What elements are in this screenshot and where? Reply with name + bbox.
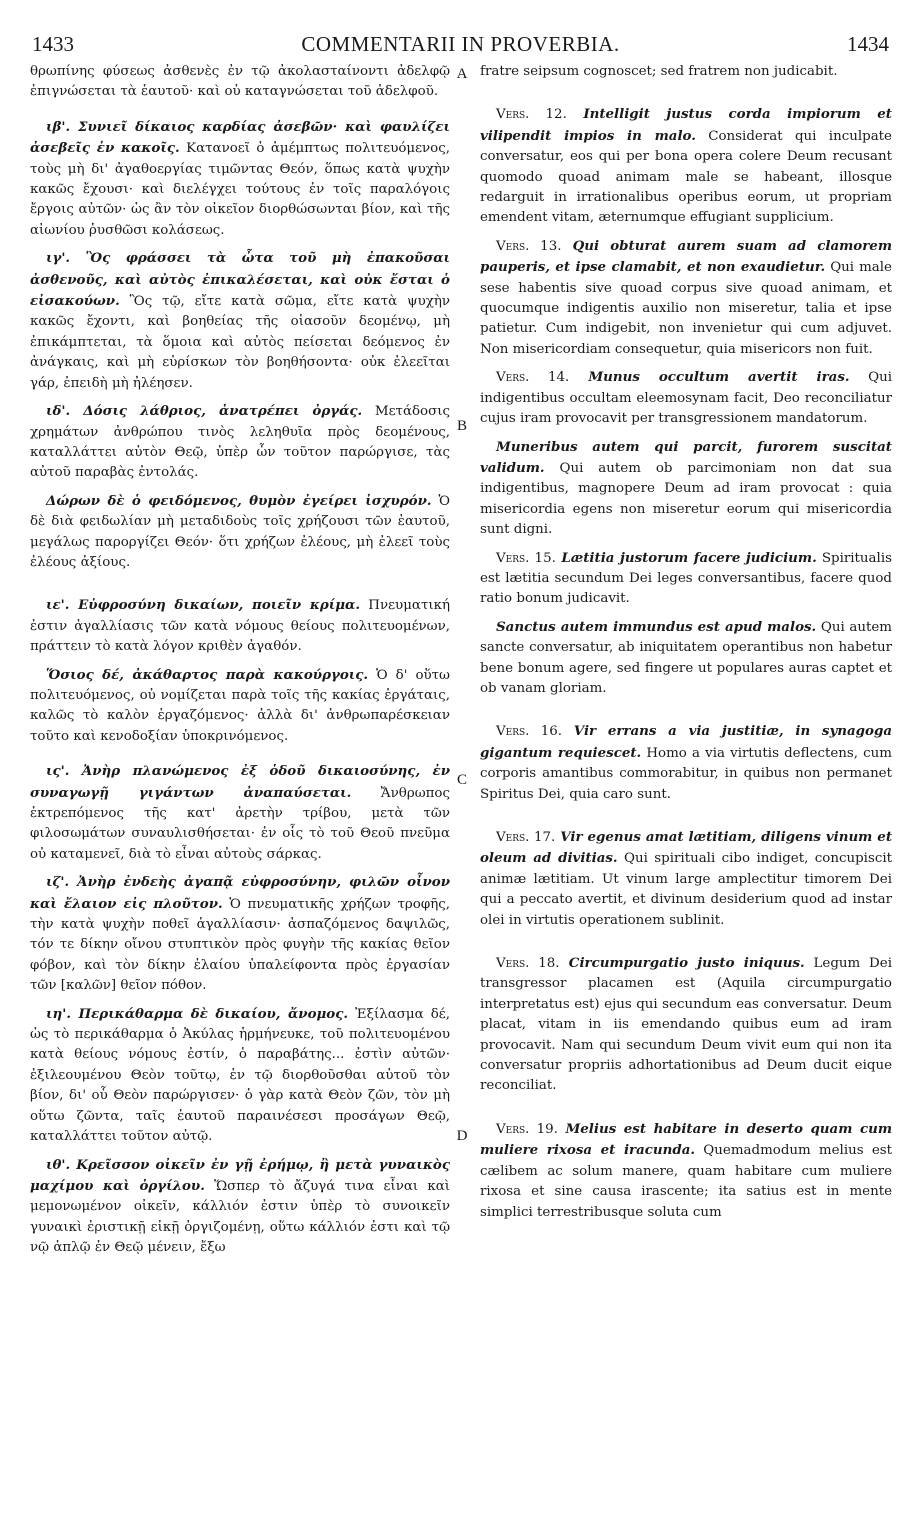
greek-paragraph: ιδ'. Δόσις λάθριος, ἀνατρέπει ὀργάς. Μετάδοσις χρημάτων ἀνθρώπου τινὸς λεληθυῖα πρὸς δεομένους, καταλλάττει αὐτὸν Θεῷ, ὑπὲρ ὧν τοῦτον παρώργισε, τὰς αὐτοῦ παραβὰς ἐντολάς. xyxy=(30,403,450,481)
margin-letter-c: C xyxy=(456,772,467,788)
page-number-left: 1433 xyxy=(32,32,74,56)
greek-paragraph: Ὅσιος δέ, ἀκάθαρτος παρὰ κακούργοις. Ὁ δ' οὕτω πολιτευόμενος, οὐ νομίζεται παρὰ τοῖς τῆς κακίας ἐργάταις, καλῶς τὸ καλὸν ἐργαζόμενος· ἀλλὰ δι' ἀνθρωπαρέσκειαν τοῦτο καὶ κενοδοξίαν ὑποκρινόμενος. xyxy=(30,666,450,744)
latin-paragraph: Sanctus autem immundus est apud malos. Qui autem sancte conversatur, ab iniquitatem operantibus non habetur bene bonum agere, sed fingere ut populares auras captet et ob vanam gloriam. xyxy=(480,618,892,696)
greek-paragraph: ιζ'. Ἀνὴρ ἐνδεὴς ἀγαπᾷ εὐφροσύνην, φιλῶν οἶνον καὶ ἔλαιον εἰς πλοῦτον. Ὁ πνευματικῆς χρήζων τροφῆς, τὴν κατὰ ψυχὴν ποθεῖ ἀγαλλίασιν· ἀσπαζόμενος δαψιλῶς, τόν τε δίκην οἴνου στυπτικὸν πρὸς φυγὴν τῆς κακίας θεῖον φόβον, καὶ τὸν δίκην ἐλαίου ὑπαλείφοντα πρὸς ἐργασίαν τῶν [καλῶν] θεῖον πόθον. xyxy=(30,874,450,994)
greek-paragraph: Δώρων δὲ ὁ φειδόμενος, θυμὸν ἐγείρει ἰσχυρόν. Ὁ δὲ διὰ φειδωλίαν μὴ μεταδιδοὺς τοῖς χρήζουσι τῶν ἑαυτοῦ, μεγάλως παροργίζει Θεόν· ὅτι χρήζων ἐλέους, μὴ ἐλεεῖ τοὺς ἐλέους ἀξίους. xyxy=(30,492,451,570)
margin-letter-b: B xyxy=(456,418,467,434)
greek-paragraph: ιγ'. Ὃς φράσσει τὰ ὦτα τοῦ μὴ ἐπακοῦσαι ἀσθενοῦς, καὶ αὐτὸς ἐπικαλέσεται, καὶ οὐκ ἔσται ὁ εἰσακούων. Ὃς τῷ, εἴτε κατὰ σῶμα, εἴτε κατὰ ψυχὴν κακῶς ἔχοντι, καὶ βοηθείας τῆς οἱασοῦν δεομένῳ, μὴ ἐπικάμπτεται, τὰ ὅμοια καὶ αὐτὸς πείσεται δεόμενος ἐν ἀνάγκαις, καὶ μὴ εὑρίσκων τὸν βοηθήσοντα· οὐκ ἐλεεῖται γάρ, ἐπειδὴ μὴ ἠλέησεν. xyxy=(30,250,450,391)
latin-paragraph: Vers. 17. Vir egenus amat lætitiam, diligens vinum et oleum ad divitias. Qui spirituali cibo indiget, concupiscit animæ lætitiam. Ut vinum large amplectitur timorem Dei qui a peccato avertit, et divinum desiderium quod ad instar olei in virtutis operationem sublinit. xyxy=(480,829,893,928)
greek-paragraph: ιθ'. Κρεῖσσον οἰκεῖν ἐν γῇ ἐρήμῳ, ἢ μετὰ γυναικὸς μαχίμου καὶ ὀργίλου. Ὥσπερ τὸ ἄζυγά τινα εἶναι καὶ μεμονωμένον οἰκεῖν, κάλλιόν ἐστιν ὑπὲρ τὸ συνοικεῖν γυναικὶ ἐριστικῇ εἰκῇ ὀργιζομένῃ, οὕτω κάλλιόν ἐστι καὶ τῷ νῷ ἁπλῷ ἐν Θεῷ μένειν, ἔξω xyxy=(30,1156,450,1256)
latin-paragraph: Vers. 16. Vir errans a via justitiæ, in synagoga gigantum requiescet. Homo a via virtutis deflectens, cum corporis amantibus commorabitur, in quibus non permanet Spiritus Dei, quia caro sunt. xyxy=(480,723,893,802)
page-number-right: 1434 xyxy=(847,32,889,56)
latin-column xyxy=(480,62,892,1230)
latin-paragraph: Vers. 18. Circumpurgatio justo iniquus. Legum Dei transgressor placamen est (Aquila circumpurgatio interpretatus est) ejus qui secundum eas conversatur. Deum placat, vitam in iis emendando quibus eum ad iram provocavit. Nam qui secundum Deum vivit eum qui non ita conversatur propriis adhortationibus ad Deum ducit eique reconciliat. xyxy=(480,955,892,1094)
latin-paragraph: Muneribus autem qui parcit, furorem suscitat validum. Qui autem ob parcimoniam non dat sua indigentibus, magnopere Deum ad iram provocat : quia misericordia egens non miseretur eorum qui misericordia sunt digni. xyxy=(480,438,892,538)
latin-paragraph: fratre seipsum cognoscet; sed fratrem non judicabit. xyxy=(480,64,838,79)
greek-column xyxy=(30,62,450,1266)
greek-paragraph: ιε'. Εὐφροσύνη δικαίων, ποιεῖν κρίμα. Πνευματική ἐστιν ἀγαλλίασις τῶν κατὰ νόμους θείους πολιτευομένων, πράττειν τὸ κατὰ λόγον κριθὲν ἀγαθόν. xyxy=(30,597,450,655)
latin-paragraph: Vers. 13. Qui obturat aurem suam ad clamorem pauperis, et ipse clamabit, et non exaudietur. Qui male sese habentis sive quoad corpus sive quoad animam, et quocumque indigentis auxilio non miseretur, talia et ipse patietur. Cum indigebit, non invenietur qui cum adjuvet. Non misericordiam consequetur, quia misericors non fuit. xyxy=(480,237,892,357)
greek-paragraph: ιη'. Περικάθαρμα δὲ δικαίου, ἄνομος. Ἐξίλασμα δέ, ὡς τὸ περικάθαρμα ὁ Ἀκύλας ἡρμήνευκε, τοῦ πολιτευομένου κατὰ θείους νόμους ἐστίν, ὁ παραβάτης... ἐστὶν αὐτῶν· ἐξιλεουμένου Θεὸν τοῦτῳ, ἐν τῷ διορθοῦσθαι αὐτοῦ τὸν βίον, δι' οὗ Θεὸν παρώργισεν· ὁ γὰρ κατὰ Θεὸν ζῶν, τὸν μὴ οὕτω ζῶντα, ταῖς ἑαυτοῦ παραινέσεσι προσάγων Θεῷ, καταλλάττει τοῦτον αὐτῷ. xyxy=(30,1005,450,1145)
margin-letter-a: A xyxy=(456,66,468,82)
greek-paragraph: ις'. Ἀνὴρ πλανώμενος ἐξ ὁδοῦ δικαιοσύνης, ἐν συναγωγῇ γιγάντων ἀναπαύσεται. Ἄνθρωπος ἐκτρεπόμενος τῆς κατ' ἀρετὴν τρίβου, μετὰ τῶν φιλοσωμάτων συναυλισθήσεται· ἐν οἷς τὸ τοῦ Θεοῦ πνεῦμα οὐ καταμενεῖ, διὰ τὸ εἶναι αὐτοὺς σάρκας. xyxy=(30,763,450,862)
running-title: COMMENTARII IN PROVERBIA. xyxy=(301,32,620,56)
margin-letter-d: D xyxy=(456,1128,468,1144)
latin-paragraph: Vers. 15. Lætitia justorum facere judicium. Spiritualis est lætitia secundum Dei leges conversantibus, facere quod ratio bonum judicavit. xyxy=(480,549,892,607)
latin-paragraph: Vers. 19. Melius est habitare in deserto quam cum muliere rixosa et iracunda. Quemadmodum melius est cælibem ac solum manere, quam habitare cum muliere rixosa et sine causa irascente; ita satius est in mente simplici terrestribusque soluta cum xyxy=(480,1120,892,1220)
page-header xyxy=(30,32,891,62)
latin-paragraph: Vers. 14. Munus occultum avertit iras. Qui indigentibus occultam eleemosynam facit, Deo reconciliatur cujus iram provocavit per transgressionem mandatorum. xyxy=(480,369,892,427)
latin-paragraph: Vers. 12. Intelligit justus corda impiorum et vilipendit impios in malo. Considerat qui inculpate conversatur, eos qui per bona opera colere Deum recusant quomodo quoad animam male se habeant, illosque redarguit in irrationalibus operibus eorum, ut propriam emendent vitam, æternumque effugiant supplicium. xyxy=(480,106,892,226)
greek-paragraph: ιβ'. Συνιεῖ δίκαιος καρδίας ἀσεβῶν· καὶ φαυλίζει ἀσεβεῖς ἐν κακοῖς. Κατανοεῖ ὁ ἀμέμπτως πολιτευόμενος, τοὺς μὴ δι' ἀγαθοεργίας τιμῶντας Θεόν, ὅπως κατὰ ψυχὴν κακῶς ἔχουσι· καὶ διελέγχει τούτους ἐν τοῖς παραλόγοις ἔργοις αὐτῶν· ὡς ἂν τὸν οἰκεῖον διορθώσωνται βίον, καὶ τῆς αἰωνίου ῥυσθῶσι κολάσεως. xyxy=(30,118,451,238)
greek-paragraph: θρωπίνης φύσεως ἀσθενὲς ἐν τῷ ἀκολασταίνοντι ἀδελφῷ ἐπιγνώσεται τὰ ἑαυτοῦ· καὶ οὐ καταγνώσεται τοῦ ἀδελφοῦ. xyxy=(30,64,450,100)
